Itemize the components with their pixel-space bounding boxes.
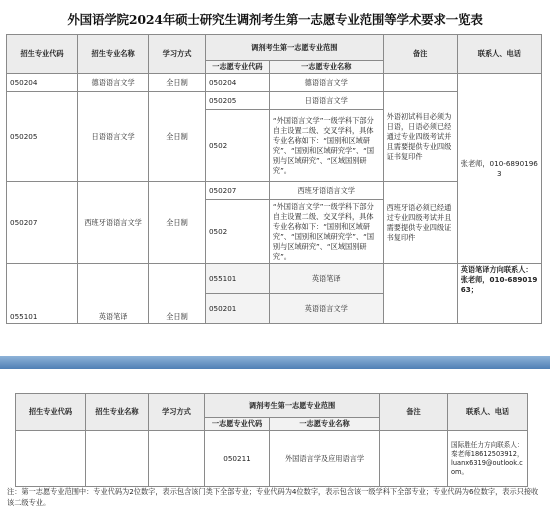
header-range-name: 一志愿专业名称 — [269, 61, 383, 74]
header-range: 调剂考生第一志愿专业范围 — [205, 35, 383, 61]
cell-name: 日语语言文学 — [78, 92, 149, 182]
cell-name — [86, 431, 149, 487]
cell-contact: 国际胜任力方向联系人：秦老师18612503912，luanx6319@outlook.com。 — [448, 431, 528, 487]
cell-name: 西班牙语语言文学 — [78, 182, 149, 264]
cell-note — [383, 74, 457, 92]
cell-code: 055101 — [7, 264, 78, 324]
header-range-code: 一志愿专业代码 — [205, 418, 270, 431]
cell-range-name: 西班牙语语言文学 — [269, 182, 383, 200]
cell-range-code: 050201 — [205, 294, 269, 324]
cell-note — [383, 264, 457, 324]
cell-range-code: 0502 — [205, 200, 269, 264]
cell-range-name: 外国语言学及应用语言学 — [270, 431, 380, 487]
cell-name: 德语语言文学 — [78, 74, 149, 92]
cell-note: 西班牙语必须已经通过专业四级考试并且需要提供专业四级证书复印件 — [383, 182, 457, 264]
header-mode: 学习方式 — [149, 394, 205, 431]
cell-code: 050205 — [7, 92, 78, 182]
cell-contact-main: 张老师，010-68901963 — [457, 74, 541, 264]
cell-range-name: 英语语言文学 — [269, 294, 383, 324]
cell-mode: 全日制 — [149, 74, 206, 92]
header-name: 招生专业名称 — [86, 394, 149, 431]
cell-range-name: “外国语言文学”一级学科下部分自主设置二级、交叉学科，具体专业名称如下：“国别和区域研究”、“国别和区域研究学”、“国别与区域研究”、“区域国别研究”。 — [269, 200, 383, 264]
cell-range-name: “外国语言文学”一级学科下部分自主设置二级、交叉学科，具体专业名称如下：“国别和区域研究”、“国别和区域研究学”、“国别与区域研究”、“区域国别研究”。 — [269, 110, 383, 182]
cell-range-code: 050205 — [205, 92, 269, 110]
cell-range-code: 0502 — [205, 110, 269, 182]
cell-code — [16, 431, 86, 487]
cell-range-code: 050207 — [205, 182, 269, 200]
cell-mode: 全日制 — [149, 264, 206, 324]
cell-range-name: 英语笔译 — [269, 264, 383, 294]
page-break-divider — [0, 356, 550, 369]
cell-range-name: 日语语言文学 — [269, 92, 383, 110]
cell-mode — [149, 431, 205, 487]
header-note: 备注 — [383, 35, 457, 74]
footnote: 注：第一志愿专业范围中：专业代码为2位数字，表示包含该门类下全部专业；专业代码为4位数字，表示包含该一级学科下全部专业；专业代码为6位数字，表示只接收该二级专业。 — [7, 487, 539, 507]
cell-note — [380, 431, 448, 487]
header-contact: 联系人、电话 — [448, 394, 528, 431]
header-mode: 学习方式 — [149, 35, 206, 74]
header-range-code: 一志愿专业代码 — [205, 61, 269, 74]
cell-mode: 全日制 — [149, 92, 206, 182]
header-code: 招生专业代码 — [16, 394, 86, 431]
cell-code: 050207 — [7, 182, 78, 264]
header-contact: 联系人、电话 — [457, 35, 541, 74]
cell-range-code: 055101 — [205, 264, 269, 294]
cell-range-code: 050204 — [205, 74, 269, 92]
cell-mode: 全日制 — [149, 182, 206, 264]
header-range-name: 一志愿专业名称 — [270, 418, 380, 431]
cell-contact: 英语笔译方向联系人：张老师，010-68901963； — [457, 264, 541, 324]
requirements-table-bottom — [15, 393, 528, 487]
page-title: 外国语学院2024年硕士研究生调剂考生第一志愿专业范围等学术要求一览表 — [67, 12, 483, 27]
cell-name: 英语笔译 — [78, 264, 149, 324]
cell-code: 050204 — [7, 74, 78, 92]
header-code: 招生专业代码 — [7, 35, 78, 74]
cell-range-name: 德语语言文学 — [269, 74, 383, 92]
cell-range-code: 050211 — [205, 431, 270, 487]
header-name: 招生专业名称 — [78, 35, 149, 74]
header-range: 调剂考生第一志愿专业范围 — [205, 394, 380, 418]
cell-note: 外语初试科目必须为日语，日语必须已经通过专业四级考试并且需要提供专业四级证书复印件 — [383, 92, 457, 182]
requirements-table-top — [6, 34, 542, 324]
header-note: 备注 — [380, 394, 448, 431]
